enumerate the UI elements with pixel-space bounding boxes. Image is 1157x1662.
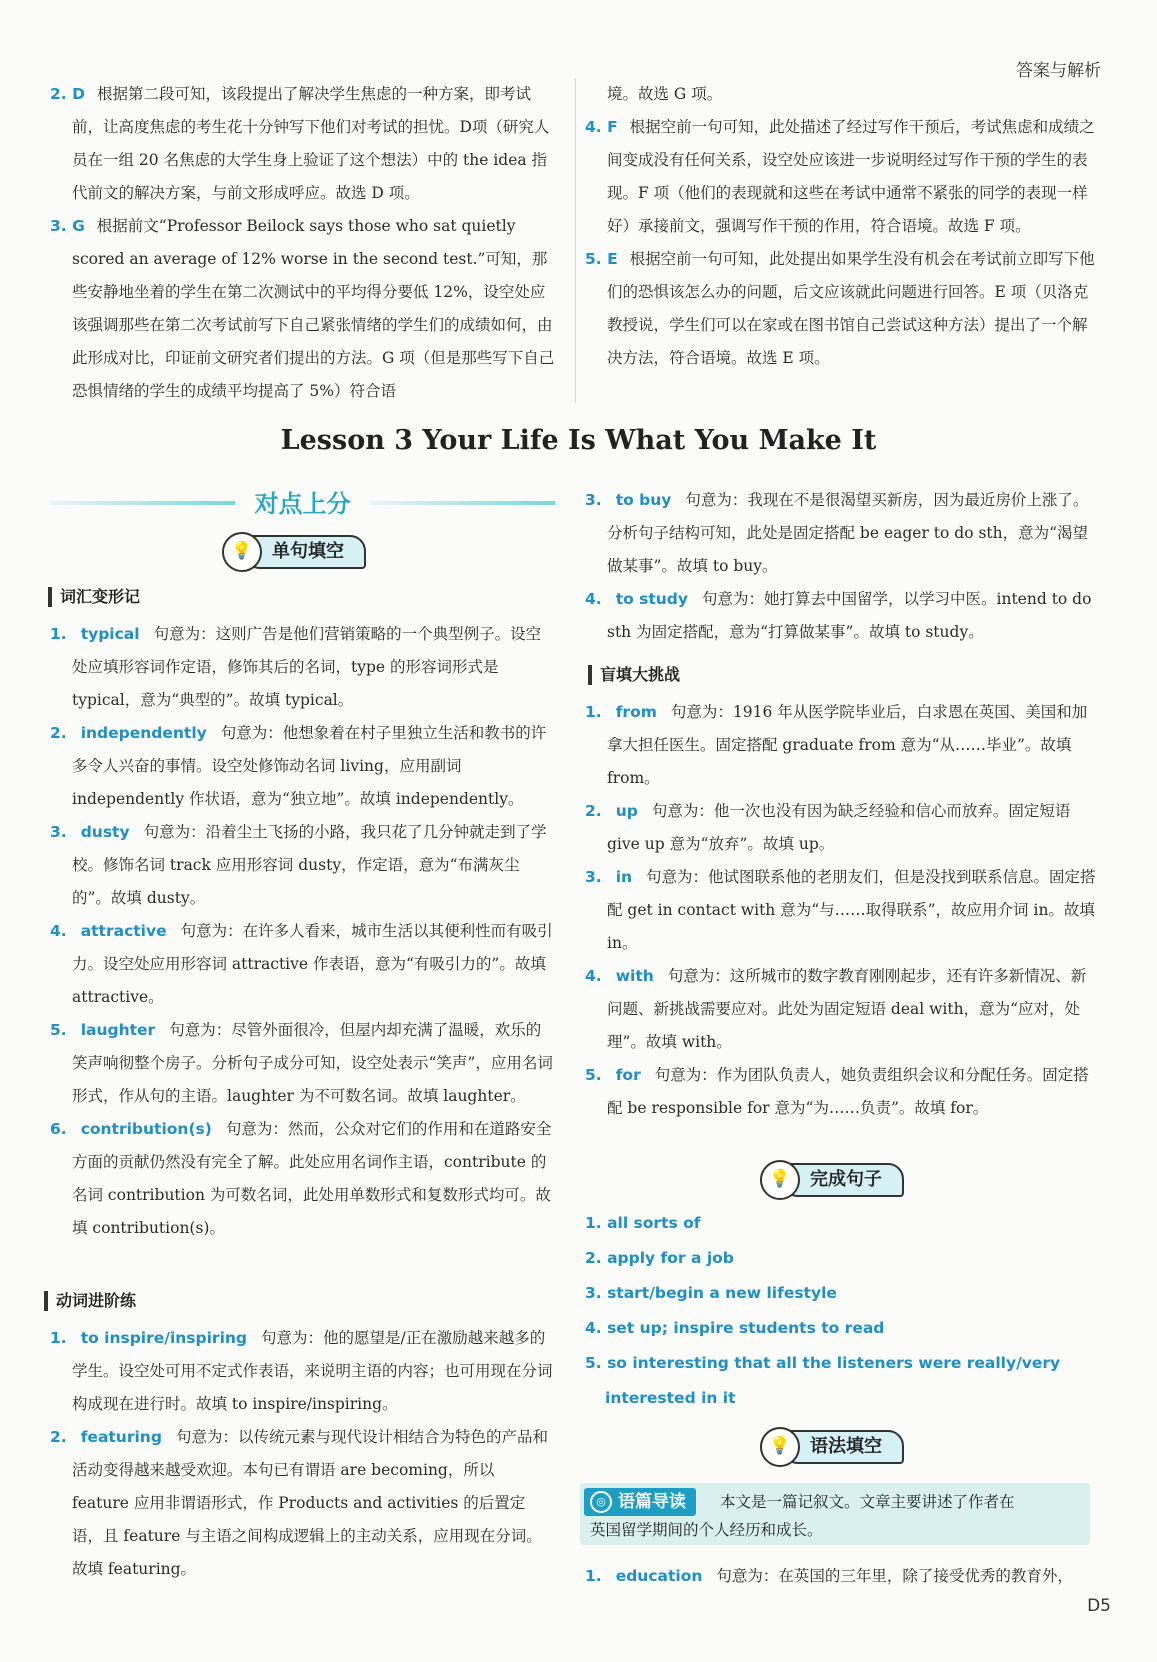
item-number: 2. — [50, 1428, 67, 1446]
complete-list — [585, 1206, 1097, 1416]
answer-number: 5. E — [585, 250, 618, 268]
item-answer: up — [615, 802, 638, 820]
item-answer: for — [615, 1066, 641, 1084]
item-text: 句意为：他想象着在村子里独立生活和教书的许多令人兴奋的事情。设空处修饰动名词 living，应用副词 independently 作状语，意为“独立地”。故填 independently。 — [72, 724, 547, 808]
item-answer: to study — [615, 590, 689, 608]
complete-item: 2. apply for a job — [585, 1249, 734, 1267]
item-number: 4. — [585, 967, 602, 985]
answer-number: 3. G — [50, 217, 85, 235]
answer-text: 根据空前一句可知，此处描述了经过写作干预后，考试焦虑和成绩之间变成没有任何关系，设空处应该进一步说明经过写作干预的学生的表现。F 项（他们的表现就和这些在考试中通常不紧张的同学的表现一样好）承接前文，强调写作干预的作用，符合语境。故选 F 项。 — [607, 118, 1095, 235]
item-number: 3. — [50, 823, 67, 841]
list-item — [50, 1322, 555, 1421]
item-number: 1. — [50, 1329, 67, 1347]
lesson-title: Lesson 3 Your Life Is What You Make It — [280, 425, 877, 456]
item-text: 句意为：这则广告是他们营销策略的一个典型例子。设空处应填形容词作定语，修饰其后的名词，type 的形容词形式是 typical，意为“典型的”。故填 typical。 — [72, 625, 542, 709]
list-item — [50, 1113, 555, 1245]
item-text: 句意为：在许多人看来，城市生活以其便利性而有吸引力。设空处应用形容词 attractive 作表语，意为“有吸引力的”。故填 attractive。 — [72, 922, 553, 1006]
target-icon: ◎ — [590, 1491, 612, 1513]
item-number: 1. — [585, 1567, 602, 1585]
item-number: 6. — [50, 1120, 67, 1138]
list-item — [585, 1560, 1097, 1593]
pill-label: 单句填空 — [244, 535, 366, 569]
complete-item: 5. so interesting that all the listeners were really/very interested in it — [585, 1354, 1061, 1407]
answer-item — [585, 243, 1097, 375]
banner-title: 对点上分 — [254, 490, 351, 518]
lightbulb-icon: 💡 — [760, 1427, 800, 1467]
item-number: 4. — [585, 590, 602, 608]
subhead-verb: 动词进阶练 — [44, 1291, 136, 1311]
list-item — [585, 861, 1097, 960]
guide-tag-label: 语篇导读 — [618, 1492, 686, 1512]
item-answer: attractive — [80, 922, 167, 940]
item-text: 句意为：然而，公众对它们的作用和在道路安全方面的贡献仍然没有完全了解。此处应用名词作主语，contribute 的名词 contribution 为可数名词，此处用单数形式和复数形式均可。故填 contribution(s)。 — [72, 1120, 552, 1237]
column-divider — [575, 78, 576, 403]
item-number: 3. — [585, 491, 602, 509]
answer-text: 根据第二段可知，该段提出了解决学生焦虑的一种方案，即考试前，让高度焦虑的考生花十分钟写下他们对考试的担忧。D项（研究人员在一组 20 名焦虑的大学生身上验证了这个想法）中的 the idea 指代前文的解决方案，与前文形成呼应。故选 D 项。 — [72, 85, 550, 202]
right-top-list — [585, 484, 1097, 649]
item-text: 句意为：我现在不是很渴望买新房，因为最近房价上涨了。分析句子结构可知，此处是固定搭配 be eager to do sth，意为“渴望做某事”。故填 to buy。 — [607, 491, 1089, 575]
item-answer: contribution(s) — [80, 1120, 212, 1138]
item-text: 句意为：以传统元素与现代设计相结合为特色的产品和活动变得越来越受欢迎。本句已有谓语 are becoming，所以 feature 应用非谓语形式，作 Products and activities 的后置定语，且 feature 与主语之间构成逻辑上的主动关系，应用现在分词。故填 featuring。 — [72, 1428, 548, 1578]
item-number: 5. — [585, 1066, 602, 1084]
complete-item: 1. all sorts of — [585, 1214, 701, 1232]
list-item — [585, 696, 1097, 795]
complete-item: 4. set up; inspire students to read — [585, 1319, 885, 1337]
verb-list — [50, 1322, 555, 1586]
item-answer: to inspire/inspiring — [80, 1329, 248, 1347]
item-text: 句意为：他的愿望是/正在激励越来越多的学生。设空处可用不定式作表语，来说明主语的内容；也可用现在分词构成现在进行时。故填 to inspire/inspiring。 — [72, 1329, 553, 1413]
passage-guide — [580, 1483, 1090, 1545]
grammar-list — [585, 1560, 1097, 1593]
item-number: 1. — [50, 625, 67, 643]
guide-text-line2: 英国留学期间的个人经历和成长。 — [590, 1521, 823, 1539]
item-text: 句意为：在英国的三年里，除了接受优秀的教育外， — [716, 1567, 1073, 1585]
complete-item: 3. start/begin a new lifestyle — [585, 1284, 837, 1302]
subhead-vocab: 词汇变形记 — [48, 587, 140, 607]
answer-item — [50, 78, 555, 210]
item-text: 句意为：1916 年从医学院毕业后，白求恩在英国、美国和加拿大担任医生。固定搭配 graduate from 意为“从……毕业”。故填 from。 — [607, 703, 1088, 787]
list-item — [585, 1059, 1097, 1125]
answer-number: 4. F — [585, 118, 618, 136]
item-number: 4. — [50, 922, 67, 940]
lightbulb-icon: 💡 — [760, 1160, 800, 1200]
vocab-list — [50, 618, 555, 1245]
item-answer: featuring — [80, 1428, 162, 1446]
pill-label: 语法填空 — [782, 1430, 904, 1464]
list-item — [585, 960, 1097, 1059]
top-right-column — [585, 78, 1097, 375]
continuation-text: 境。故选 G 项。 — [607, 85, 723, 103]
item-text: 句意为：作为团队负责人，她负责组织会议和分配任务。固定搭配 be responsible for 意为“为……负责”。故填 for。 — [607, 1066, 1089, 1117]
answer-text: 根据前文“Professor Beilock says those who sat quietly scored an average of 12% worse in the second test.”可知，那些安静地坐着的学生在第二次测试中的平均得分要低 12%，设空处应该强调那些在第二次考试前写下自己紧张情绪的学生们的成绩如何，由此形成对比，印证前文研究者们提出的方法。G 项（但是那些写下自己恐惧情绪的学生的成绩平均提高了 5%）符合语 — [72, 217, 555, 400]
item-number: 2. — [50, 724, 67, 742]
pill-label: 完成句子 — [782, 1163, 904, 1197]
item-answer: with — [615, 967, 654, 985]
subhead-blind: 盲填大挑战 — [588, 665, 680, 685]
answer-text: 根据空前一句可知，此处提出如果学生没有机会在考试前立即写下他们的恐惧该怎么办的问题，后文应该就此问题进行回答。E 项（贝洛克教授说，学生们可以在家或在图书馆自己尝试这种方法）提出了一个解决方法，符合语境。故选 E 项。 — [607, 250, 1095, 367]
item-text: 句意为：他试图联系他的老朋友们，但是没找到联系信息。固定搭配 get in contact with 意为“与……取得联系”，故应用介词 in。故填 in。 — [607, 868, 1096, 952]
list-item — [50, 915, 555, 1014]
list-item — [585, 583, 1097, 649]
item-text: 句意为：这所城市的数字教育刚刚起步，还有许多新情况、新问题、新挑战需要应对。此处为固定短语 deal with，意为“应对，处理”。故填 with。 — [607, 967, 1087, 1051]
blind-list — [585, 696, 1097, 1125]
item-answer: laughter — [80, 1021, 156, 1039]
lightbulb-icon: 💡 — [222, 532, 262, 572]
section-banner — [50, 482, 555, 522]
item-text: 句意为：尽管外面很冷，但屋内却充满了温暖，欢乐的笑声响彻整个房子。分析句子成分可知，设空处表示“笑声”，应用名词形式，作从句的主语。laughter 为不可数名词。故填 laughter。 — [72, 1021, 553, 1105]
item-text: 句意为：他一次也没有因为缺乏经验和信心而放弃。固定短语 give up 意为“放弃”。故填 up。 — [607, 802, 1071, 853]
answer-number: 2. D — [50, 85, 85, 103]
section-header: 答案与解析 — [1016, 61, 1101, 81]
item-number: 1. — [585, 703, 602, 721]
item-answer: typical — [80, 625, 140, 643]
item-number: 3. — [585, 868, 602, 886]
list-item — [50, 816, 555, 915]
list-item — [50, 1421, 555, 1586]
list-item — [50, 717, 555, 816]
answer-item — [50, 210, 555, 408]
guide-tag — [584, 1488, 696, 1516]
page-number: D5 — [1087, 1596, 1111, 1616]
item-answer: independently — [80, 724, 207, 742]
item-answer: to buy — [615, 491, 672, 509]
answer-item — [585, 111, 1097, 243]
item-text: 句意为：沿着尘土飞扬的小路，我只花了几分钟就走到了学校。修饰名词 track 应用形容词 dusty，作定语，意为“布满灰尘的”。故填 dusty。 — [72, 823, 547, 907]
item-number: 5. — [50, 1021, 67, 1039]
item-number: 2. — [585, 802, 602, 820]
item-answer: in — [615, 868, 633, 886]
list-item — [585, 484, 1097, 583]
item-answer: from — [615, 703, 657, 721]
item-answer: education — [615, 1567, 703, 1585]
list-item — [50, 618, 555, 717]
list-item — [585, 795, 1097, 861]
item-answer: dusty — [80, 823, 130, 841]
item-text: 句意为：她打算去中国留学，以学习中医。intend to do sth 为固定搭配，意为“打算做某事”。故填 to study。 — [607, 590, 1092, 641]
guide-text-line1: 本文是一篇记叙文。文章主要讲述了作者在 — [720, 1493, 1015, 1511]
top-left-column — [50, 78, 555, 408]
list-item — [50, 1014, 555, 1113]
